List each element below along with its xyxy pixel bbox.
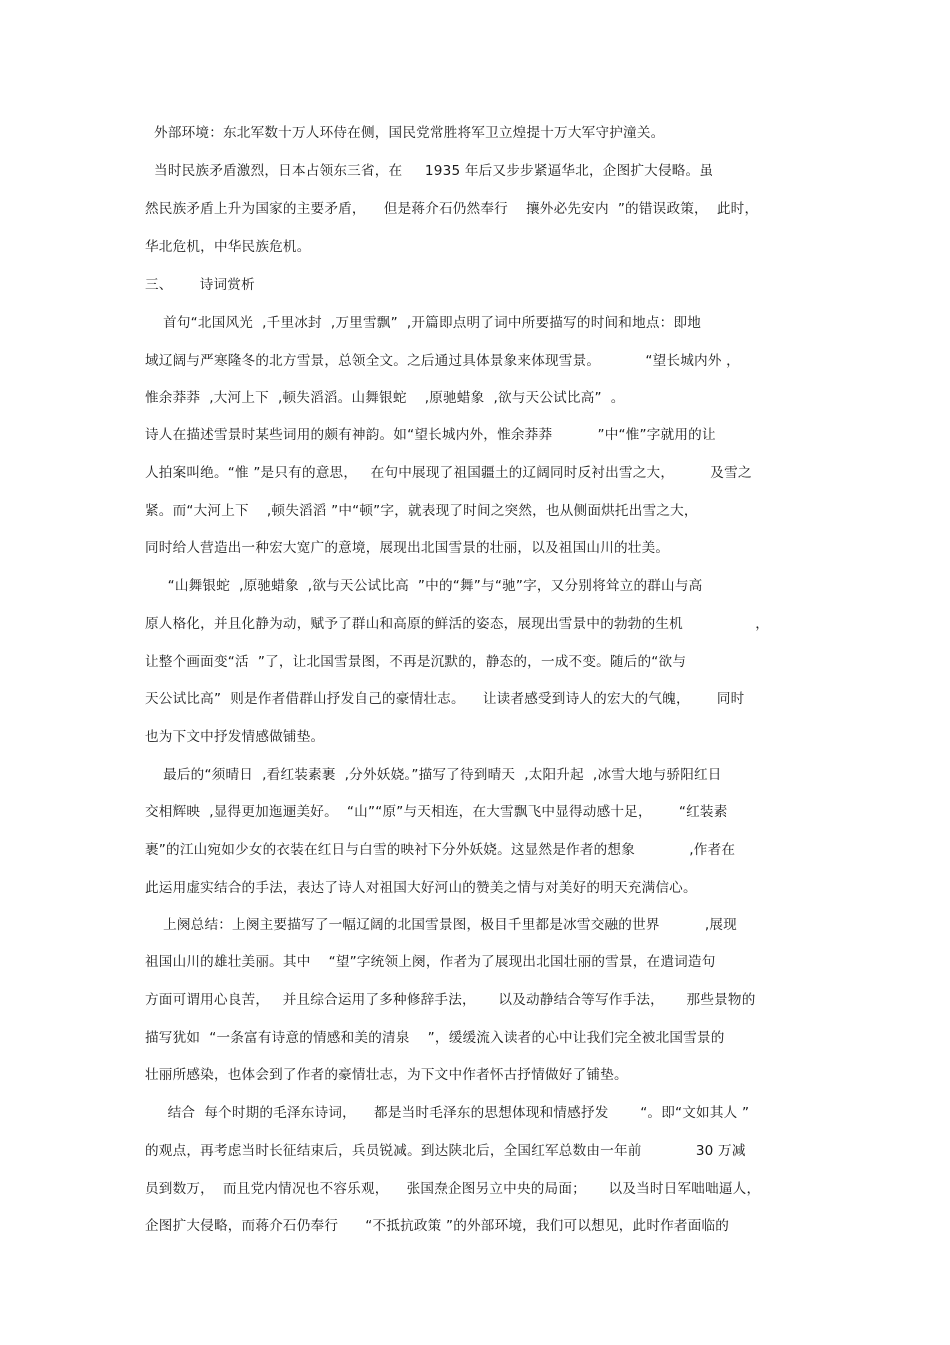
text-line: 让整个画面变“活 ”了，让北国雪景图，不再是沉默的，静态的，一成不变。随后的“欲与	[145, 654, 687, 670]
text-line: 裹”的江山宛如少女的衣装在红日与白雪的映衬下分外妖娆。这显然是作者的想象 ,作者在	[145, 842, 736, 858]
text-line: 企图扩大侵略，而蒋介石仍奉行 “不抵抗政策 ”的外部环境，我们可以想见，此时作者面临的	[145, 1218, 730, 1234]
text-line: 的观点，再考虑当时长征结束后，兵员锐减。到达陕北后，全国红军总数由一年前 30 万减	[145, 1143, 746, 1159]
text-line: 然民族矛盾上升为国家的主要矛盾， 但是蒋介石仍然奉行 攘外必先安内 ”的错误政策， 此时，	[145, 201, 759, 217]
text-line: 诗人在描述雪景时某些词用的颇有神韵。如“望长城内外，惟余莽莽 ”中“惟”字就用的让	[145, 427, 716, 443]
text-line: 同时给人营造出一种宏大宽广的意境，展现出北国雪景的壮丽，以及祖国山川的壮美。	[145, 540, 670, 556]
text-line: 最后的“须晴日 ,看红装素裹 ,分外妖娆。”描写了待到晴天 ,太阳升起 ,冰雪大地与骄阳红日	[145, 767, 722, 783]
text-line: 上阕总结：上阕主要描写了一幅辽阔的北国雪景图，极目千里都是冰雪交融的世界 ,展现	[145, 917, 737, 933]
text-line: “山舞银蛇 ,原驰蜡象 ,欲与天公试比高 ”中的“舞”与“驰”字，又分别将耸立的群山与高	[145, 578, 703, 594]
text-line: 祖国山川的雄壮美丽。其中 “望”字统领上阕，作者为了展现出北国壮丽的雪景，在遣词造句	[145, 954, 716, 970]
section-heading: 三、 诗词赏析	[145, 277, 255, 293]
text-line: 人拍案叫绝。“惟 ”是只有的意思， 在句中展现了祖国疆土的辽阔同时反衬出雪之大， 及雪之	[145, 465, 752, 481]
text-line: 域辽阔与严寒隆冬的北方雪景，总领全文。之后通过具体景象来体现雪景。 “望长城内外 ，	[145, 353, 740, 369]
text-line: 首句“北国风光 ,千里冰封 ,万里雪飘” ,开篇即点明了词中所要描写的时间和地点：即地	[145, 315, 702, 331]
text-line: 结合 每个时期的毛泽东诗词， 都是当时毛泽东的思想体现和情感抒发 “。即“文如其人 ”	[145, 1105, 750, 1121]
text-line: 方面可谓用心良苦， 并且综合运用了多种修辞手法， 以及动静结合等写作手法， 那些景物的	[145, 992, 756, 1008]
text-line: 交相辉映 ,显得更加迤逦美好。 “山”“原”与天相连，在大雪飘飞中显得动感十足， “红装素	[145, 804, 728, 820]
text-line: 当时民族矛盾激烈，日本占领东三省，在 1935 年后又步步紧逼华北，企图扩大侵略。虽	[145, 163, 714, 179]
text-line: 原人格化，并且化静为动，赋予了群山和高原的鲜活的姿态，展现出雪景中的勃勃的生机 ，	[145, 616, 770, 632]
text-line: 也为下文中抒发情感做铺垫。	[145, 729, 325, 745]
text-line: 描写犹如 “一条富有诗意的情感和美的清泉 ”，缓缓流入读者的心中让我们完全被北国雪景的	[145, 1030, 725, 1046]
text-line: 壮丽所感染，也体会到了作者的豪情壮志，为下文中作者怀古抒情做好了铺垫。	[145, 1067, 628, 1083]
text-line: 外部环境：东北军数十万人环侍在侧，国民党常胜将军卫立煌提十万大军守护潼关。	[145, 125, 665, 141]
text-line: 天公试比高” 则是作者借群山抒发自己的豪情壮志。 让读者感受到诗人的宏大的气魄， 同时	[145, 691, 745, 707]
text-line: 此运用虚实结合的手法，表达了诗人对祖国大好河山的赞美之情与对美好的明天充满信心。	[145, 880, 697, 896]
text-line: 华北危机，中华民族危机。	[145, 239, 311, 255]
text-line: 员到数万， 而且党内情况也不容乐观， 张国焘企图另立中央的局面； 以及当时日军咄咄逼人，	[145, 1181, 761, 1197]
text-line: 惟余莽莽 ,大河上下 ,顿失滔滔。山舞银蛇 ,原驰蜡象 ,欲与天公试比高” 。	[145, 390, 625, 406]
text-line: 紧。而“大河上下 ,顿失滔滔 ”中“顿”字，就表现了时间之突然，也从侧面烘托出雪之大，	[145, 503, 698, 519]
